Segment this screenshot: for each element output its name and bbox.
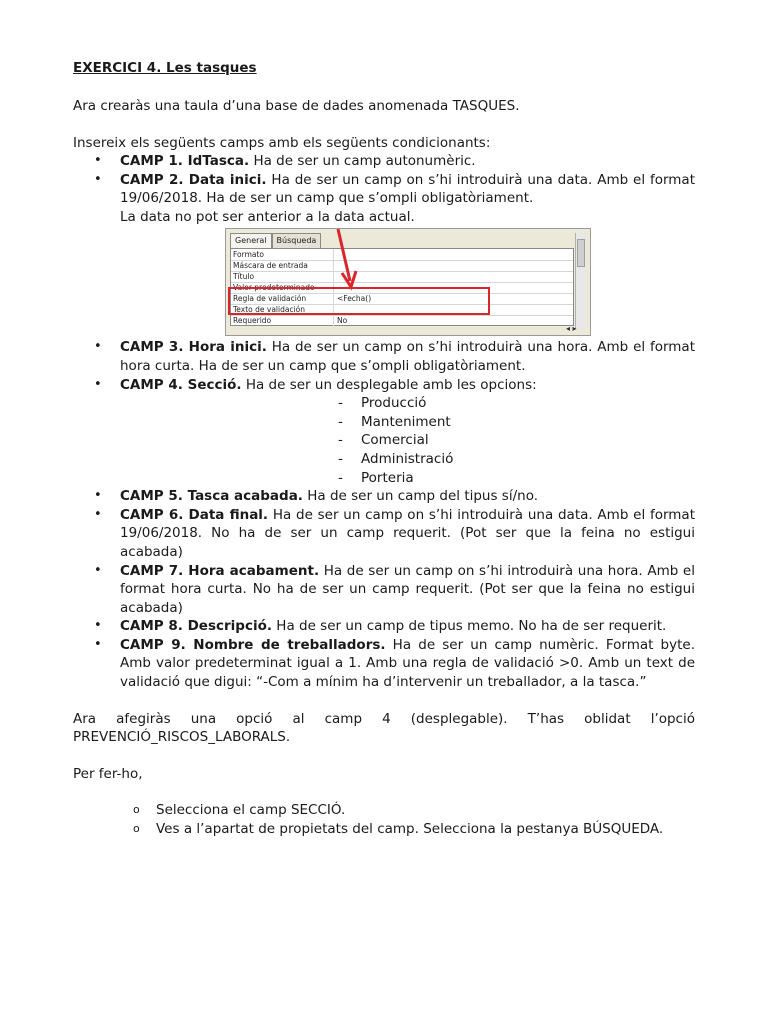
- intro-paragraph: Ara crearàs una taula d’una base de dades anomenada TASQUES.: [73, 98, 520, 114]
- fields-list-end: [73, 487, 695, 692]
- scrollbar-thumb: [577, 239, 585, 267]
- fields-intro: Insereix els següents camps amb els següents condicionants:: [73, 134, 491, 151]
- property-key: Título: [233, 272, 255, 282]
- camp2-extra: La data no pot ser anterior a la data actual.: [120, 208, 415, 225]
- camp3-text: Ha de ser un camp on s’hi introduirà una hora. Amb el format hora curta. Ha de ser un camp que s’ompli obligatòriament.: [120, 339, 695, 374]
- option-label: Manteniment: [361, 413, 451, 430]
- access-properties-screenshot: [225, 228, 591, 336]
- list-item: [73, 450, 695, 469]
- how-to-paragraph: Per fer-ho,: [73, 765, 143, 782]
- vertical-scrollbar: [575, 233, 586, 329]
- bullet-icon: •: [94, 562, 102, 578]
- list-item: [73, 413, 695, 432]
- camp8-text: Ha de ser un camp de tipus memo. No ha de ser requerit.: [272, 618, 667, 635]
- tab-busqueda: Búsqueda: [272, 233, 322, 249]
- option-label: Producció: [361, 395, 427, 412]
- list-item-camp8: [73, 617, 695, 636]
- camp2-text: Ha de ser un camp on s’hi introduirà una data. Amb el format 19/06/2018. Ha de ser un camp que s’ompli obligatòriament.: [120, 171, 696, 207]
- property-key: Valor predeterminado: [233, 283, 315, 293]
- list-item: [73, 469, 695, 488]
- fields-list: [73, 152, 695, 226]
- dash-icon: -: [338, 469, 343, 486]
- fields-list-continued: [73, 338, 695, 394]
- list-item-camp6: [73, 506, 695, 562]
- property-value: No: [337, 316, 348, 326]
- circle-bullet-icon: o: [133, 803, 140, 817]
- dash-icon: -: [338, 450, 343, 467]
- bullet-icon: •: [94, 636, 102, 652]
- camp1-text: Ha de ser un camp autonumèric.: [249, 153, 476, 169]
- bullet-icon: •: [94, 153, 102, 168]
- list-item-camp5: [73, 487, 695, 506]
- list-item: [73, 801, 695, 820]
- property-key: Formato: [233, 250, 265, 260]
- camp9-label: CAMP 9. Nombre de treballadors.: [120, 636, 386, 653]
- highlight-box: [228, 287, 490, 315]
- dash-icon: -: [338, 395, 343, 412]
- red-arrow-icon: [330, 229, 360, 291]
- camp1-label: CAMP 1. IdTasca.: [120, 153, 250, 169]
- bullet-icon: •: [94, 171, 102, 187]
- property-key: Regla de validación: [233, 294, 307, 304]
- list-item-camp9: [73, 636, 695, 692]
- list-item-camp2: [73, 171, 695, 227]
- list-item-camp4: [73, 376, 695, 395]
- camp6-label: CAMP 6. Data final.: [120, 506, 269, 523]
- dash-icon: -: [338, 432, 343, 449]
- property-key: Máscara de entrada: [233, 261, 308, 271]
- list-item: [73, 394, 695, 413]
- property-value: <Fecha(): [337, 294, 372, 304]
- bullet-icon: •: [94, 618, 102, 634]
- step-text: Ves a l’apartat de propietats del camp. Selecciona la pestanya BÚSQUEDA.: [156, 821, 664, 838]
- circle-bullet-icon: o: [133, 822, 140, 836]
- add-option-paragraph: Ara afegiràs una opció al camp 4 (desplegable). T’has oblidat l’opció PREVENCIÓ_RISCOS_LABORALS.: [73, 710, 695, 746]
- property-tabs: [230, 233, 321, 249]
- list-item-camp1: [73, 152, 695, 171]
- document-page: [73, 59, 695, 839]
- camp2-label: CAMP 2. Data inici.: [120, 171, 267, 188]
- bullet-icon: •: [94, 376, 102, 392]
- bullet-icon: •: [94, 339, 102, 355]
- camp4-label: CAMP 4. Secció.: [120, 376, 242, 393]
- list-item: [73, 820, 695, 839]
- bullet-icon: •: [94, 488, 102, 504]
- camp3-label: CAMP 3. Hora inici.: [120, 339, 267, 356]
- camp7-label: CAMP 7. Hora acabament.: [120, 562, 320, 579]
- tab-general: General: [230, 233, 272, 249]
- exercise-title: EXERCICI 4. Les tasques: [73, 60, 257, 76]
- property-key: Requerido: [233, 316, 272, 326]
- steps-list: [73, 801, 695, 839]
- option-label: Administració: [361, 450, 454, 467]
- list-item-camp7: [73, 562, 695, 618]
- list-item: [73, 431, 695, 450]
- list-item-camp3: [73, 338, 695, 375]
- camp5-text: Ha de ser un camp del tipus sí/no.: [302, 488, 539, 505]
- seccio-options-list: [73, 394, 695, 487]
- camp5-label: CAMP 5. Tasca acabada.: [120, 488, 303, 505]
- bullet-icon: •: [94, 506, 102, 522]
- camp8-label: CAMP 8. Descripció.: [120, 618, 272, 635]
- camp4-text: Ha de ser un desplegable amb les opcions:: [241, 376, 537, 393]
- dash-icon: -: [338, 413, 343, 430]
- scroll-arrows-icon: ◂ ▸: [566, 324, 577, 334]
- step-text: Selecciona el camp SECCIÓ.: [156, 802, 346, 819]
- property-row: [231, 315, 573, 326]
- property-key: Texto de validación: [233, 305, 306, 315]
- option-label: Porteria: [361, 469, 414, 486]
- option-label: Comercial: [361, 432, 429, 449]
- camp9-text: Ha de ser un camp numèric. Format byte. Amb valor predeterminat igual a 1. Amb una regla de validació >0. Amb un text de validació que digui: “-Com a mínim ha d’intervenir un treballador, a la tasca.”: [120, 636, 696, 691]
- camp6-text: Ha de ser un camp on s’hi introduirà una data. Amb el format 19/06/2018. No ha de ser un camp requerit. (Pot ser que la feina no estigui acabada): [120, 506, 695, 560]
- camp7-text: Ha de ser un camp on s’hi introduirà una hora. Amb el format hora curta. No ha de ser un camp requerit. (Pot ser que la feina no estigui acabada): [120, 562, 695, 616]
